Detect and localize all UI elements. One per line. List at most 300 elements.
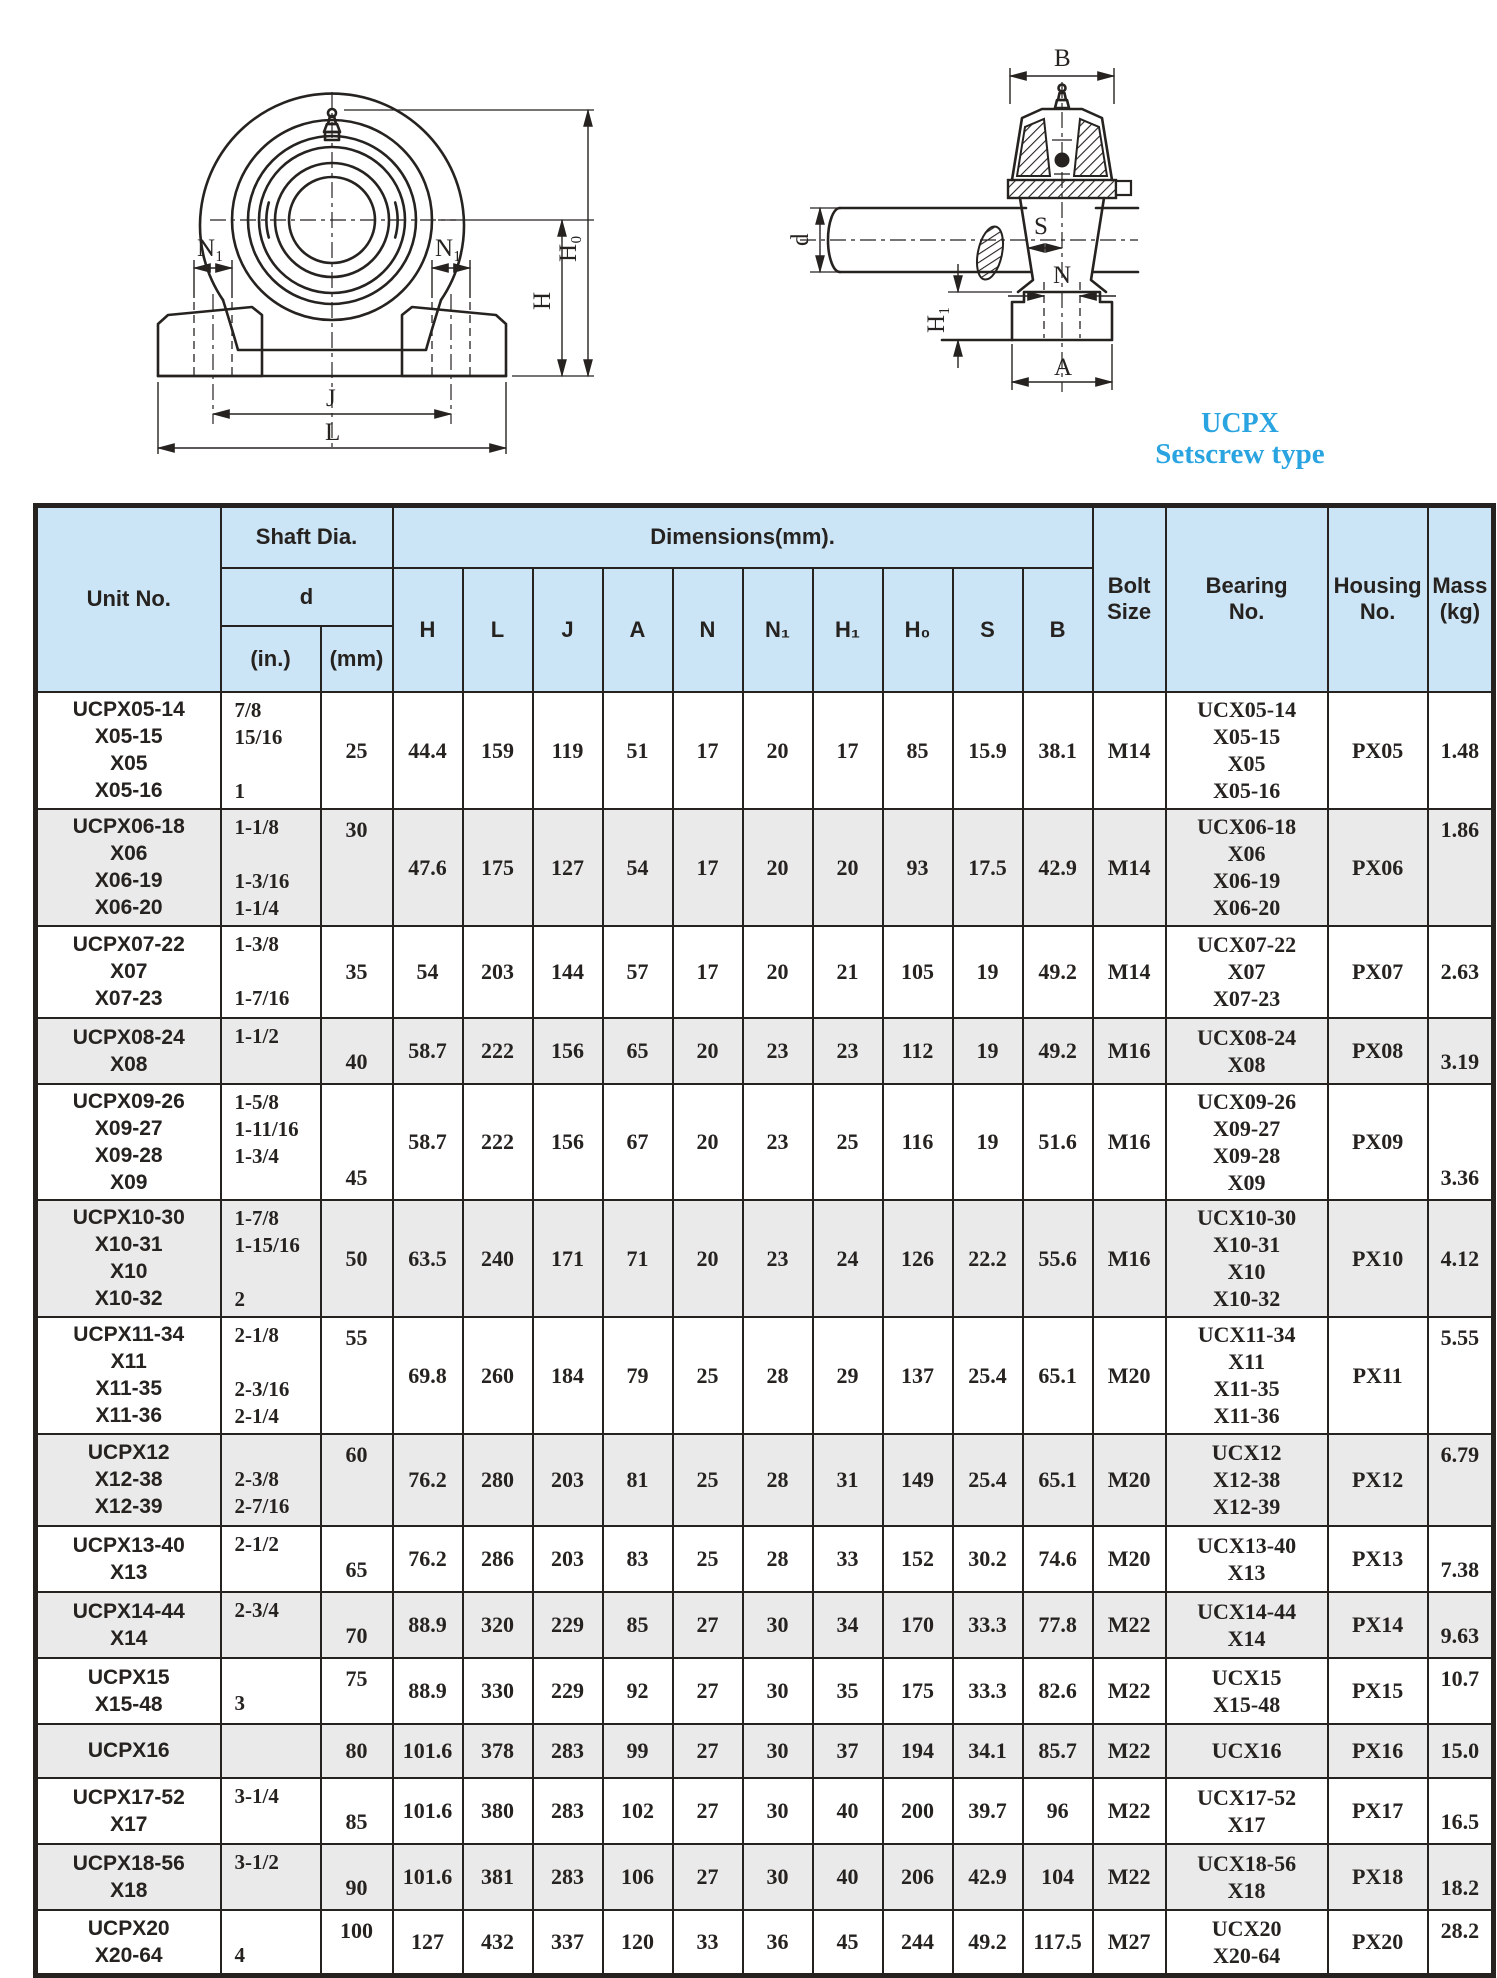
cell-unit-no: UCPX15 X15-48 <box>36 1658 221 1724</box>
cell-dim-8: 19 <box>953 1084 1023 1200</box>
cell-dim-8: 19 <box>953 926 1023 1018</box>
cell-dim-3: 102 <box>603 1778 673 1844</box>
cell-dim-1: 222 <box>463 1018 533 1084</box>
cell-shaft-dia-mm: 45 <box>321 1084 393 1200</box>
cell-dim-6: 20 <box>813 809 883 926</box>
cell-dim-1: 432 <box>463 1910 533 1976</box>
header-dim-j: J <box>533 568 603 692</box>
cell-dim-5: 28 <box>743 1434 813 1526</box>
cell-dim-9: 55.6 <box>1023 1200 1093 1317</box>
cell-dim-3: 51 <box>603 692 673 809</box>
cell-shaft-dia-mm: 25 <box>321 692 393 809</box>
cell-unit-no: UCPX05-14 X05-15 X05 X05-16 <box>36 692 221 809</box>
cell-dim-1: 378 <box>463 1724 533 1778</box>
cell-housing-no: PX17 <box>1328 1778 1428 1844</box>
cell-dim-1: 280 <box>463 1434 533 1526</box>
cell-dim-5: 30 <box>743 1724 813 1778</box>
cell-dim-3: 99 <box>603 1724 673 1778</box>
cell-dim-4: 20 <box>673 1018 743 1084</box>
cell-dim-4: 20 <box>673 1084 743 1200</box>
cell-unit-no: UCPX09-26 X09-27 X09-28 X09 <box>36 1084 221 1200</box>
cell-dim-6: 17 <box>813 692 883 809</box>
header-in: (in.) <box>221 626 321 692</box>
dim-h0 <box>344 110 594 376</box>
cell-bearing-no: UCX09-26 X09-27 X09-28 X09 <box>1166 1084 1328 1200</box>
cell-dim-8: 33.3 <box>953 1592 1023 1658</box>
cell-bearing-no: UCX18-56 X18 <box>1166 1844 1328 1910</box>
table-row <box>36 809 1494 926</box>
cell-dim-9: 77.8 <box>1023 1592 1093 1658</box>
cell-shaft-dia-in: 1-5/8 1-11/16 1-3/4 <box>221 1084 321 1200</box>
header-bearing-no: Bearing No. <box>1166 506 1328 692</box>
label-j: J <box>326 385 336 412</box>
cell-dim-9: 65.1 <box>1023 1317 1093 1434</box>
cell-housing-no: PX20 <box>1328 1910 1428 1976</box>
dim-j <box>213 385 451 414</box>
cell-dim-2: 229 <box>533 1592 603 1658</box>
cell-shaft-dia-mm: 60 <box>321 1434 393 1526</box>
cell-dim-6: 21 <box>813 926 883 1018</box>
header-dim-n: N <box>673 568 743 692</box>
cell-dim-2: 203 <box>533 1526 603 1592</box>
pedestal-base <box>942 198 1112 340</box>
table-row <box>36 1724 1494 1778</box>
cell-dim-0: 127 <box>393 1910 463 1976</box>
cell-dim-8: 49.2 <box>953 1910 1023 1976</box>
cell-housing-no: PX14 <box>1328 1592 1428 1658</box>
cell-dim-4: 27 <box>673 1724 743 1778</box>
header-dim-h: H <box>393 568 463 692</box>
cell-dim-6: 33 <box>813 1526 883 1592</box>
cell-dim-0: 76.2 <box>393 1434 463 1526</box>
cell-dim-7: 244 <box>883 1910 953 1976</box>
cell-dim-9: 51.6 <box>1023 1084 1093 1200</box>
cell-dim-6: 35 <box>813 1658 883 1724</box>
cell-dim-3: 120 <box>603 1910 673 1976</box>
table-row <box>36 1844 1494 1910</box>
cell-dim-6: 40 <box>813 1778 883 1844</box>
cell-unit-no: UCPX16 <box>36 1724 221 1778</box>
cell-shaft-dia-mm: 80 <box>321 1724 393 1778</box>
cell-dim-6: 34 <box>813 1592 883 1658</box>
cell-dim-2: 171 <box>533 1200 603 1317</box>
label-h: H <box>529 291 556 310</box>
cell-mass: 18.2 <box>1428 1844 1494 1910</box>
cell-mass: 6.79 <box>1428 1434 1494 1526</box>
dimension-spec-table <box>33 503 1496 1978</box>
cell-mass: 4.12 <box>1428 1200 1494 1317</box>
cell-dim-0: 101.6 <box>393 1724 463 1778</box>
cell-dim-1: 381 <box>463 1844 533 1910</box>
cell-dim-7: 93 <box>883 809 953 926</box>
cell-dim-2: 184 <box>533 1317 603 1434</box>
cell-dim-0: 63.5 <box>393 1200 463 1317</box>
cell-dim-2: 144 <box>533 926 603 1018</box>
cell-dim-4: 25 <box>673 1434 743 1526</box>
cell-dim-7: 152 <box>883 1526 953 1592</box>
cell-bolt-size: M22 <box>1093 1658 1166 1724</box>
dim-n1-right <box>432 235 470 298</box>
cell-housing-no: PX12 <box>1328 1434 1428 1526</box>
cell-dim-7: 137 <box>883 1317 953 1434</box>
cell-dim-4: 17 <box>673 692 743 809</box>
label-l: L <box>325 419 341 446</box>
cell-bearing-no: UCX11-34 X11 X11-35 X11-36 <box>1166 1317 1328 1434</box>
table-row <box>36 1526 1494 1592</box>
cell-dim-2: 337 <box>533 1910 603 1976</box>
cell-dim-4: 27 <box>673 1658 743 1724</box>
cell-bolt-size: M20 <box>1093 1317 1166 1434</box>
cell-mass: 7.38 <box>1428 1526 1494 1592</box>
cell-unit-no: UCPX18-56 X18 <box>36 1844 221 1910</box>
cell-dim-4: 27 <box>673 1592 743 1658</box>
cell-mass: 10.7 <box>1428 1658 1494 1724</box>
cell-dim-9: 49.2 <box>1023 926 1093 1018</box>
cell-housing-no: PX18 <box>1328 1844 1428 1910</box>
cell-shaft-dia-mm: 70 <box>321 1592 393 1658</box>
cell-dim-4: 25 <box>673 1526 743 1592</box>
cell-unit-no: UCPX08-24 X08 <box>36 1018 221 1084</box>
cell-dim-8: 17.5 <box>953 809 1023 926</box>
cell-shaft-dia-in: 1-7/8 1-15/16 2 <box>221 1200 321 1317</box>
header-dim-n: N₁ <box>743 568 813 692</box>
cell-dim-3: 81 <box>603 1434 673 1526</box>
cell-shaft-dia-in: 1-1/2 <box>221 1018 321 1084</box>
cell-dim-0: 58.7 <box>393 1084 463 1200</box>
cell-bearing-no: UCX17-52 X17 <box>1166 1778 1328 1844</box>
cell-housing-no: PX06 <box>1328 809 1428 926</box>
cell-shaft-dia-in: 3-1/2 <box>221 1844 321 1910</box>
cell-dim-1: 260 <box>463 1317 533 1434</box>
cell-dim-2: 283 <box>533 1724 603 1778</box>
cell-dim-8: 15.9 <box>953 692 1023 809</box>
table-row <box>36 1910 1494 1976</box>
cell-bolt-size: M14 <box>1093 692 1166 809</box>
cell-dim-8: 25.4 <box>953 1317 1023 1434</box>
cell-dim-5: 30 <box>743 1658 813 1724</box>
cell-dim-1: 330 <box>463 1658 533 1724</box>
cell-dim-3: 65 <box>603 1018 673 1084</box>
cell-dim-9: 49.2 <box>1023 1018 1093 1084</box>
cell-dim-0: 69.8 <box>393 1317 463 1434</box>
cell-dim-7: 126 <box>883 1200 953 1317</box>
cell-bolt-size: M16 <box>1093 1200 1166 1317</box>
label-b: B <box>1054 45 1071 72</box>
cell-dim-6: 25 <box>813 1084 883 1200</box>
series-title: UCPX <box>1201 408 1279 439</box>
cell-mass: 1.48 <box>1428 692 1494 809</box>
cell-dim-0: 44.4 <box>393 692 463 809</box>
cell-dim-0: 88.9 <box>393 1658 463 1724</box>
cell-dim-3: 79 <box>603 1317 673 1434</box>
cell-dim-9: 96 <box>1023 1778 1093 1844</box>
cell-bearing-no: UCX13-40 X13 <box>1166 1526 1328 1592</box>
cell-dim-9: 74.6 <box>1023 1526 1093 1592</box>
cell-dim-1: 380 <box>463 1778 533 1844</box>
cell-dim-0: 54 <box>393 926 463 1018</box>
cell-housing-no: PX11 <box>1328 1317 1428 1434</box>
cell-housing-no: PX07 <box>1328 926 1428 1018</box>
cell-dim-3: 92 <box>603 1658 673 1724</box>
cell-dim-5: 23 <box>743 1018 813 1084</box>
header-dim-b: B <box>1023 568 1093 692</box>
header-d: d <box>221 568 393 626</box>
cell-housing-no: PX08 <box>1328 1018 1428 1084</box>
header-mm: (mm) <box>321 626 393 692</box>
cell-dim-9: 85.7 <box>1023 1724 1093 1778</box>
cell-mass: 1.86 <box>1428 809 1494 926</box>
label-n: N <box>1053 262 1072 289</box>
cell-bearing-no: UCX08-24 X08 <box>1166 1018 1328 1084</box>
cell-bearing-no: UCX16 <box>1166 1724 1328 1778</box>
cell-housing-no: PX05 <box>1328 692 1428 809</box>
cell-dim-5: 20 <box>743 926 813 1018</box>
cell-dim-3: 83 <box>603 1526 673 1592</box>
cell-mass: 15.0 <box>1428 1724 1494 1778</box>
bearing-housing-section <box>1008 109 1131 198</box>
cell-dim-2: 283 <box>533 1778 603 1844</box>
cell-dim-2: 283 <box>533 1844 603 1910</box>
cell-dim-2: 119 <box>533 692 603 809</box>
header-housing-no: Housing No. <box>1328 506 1428 692</box>
cell-dim-7: 175 <box>883 1658 953 1724</box>
cell-dim-2: 203 <box>533 1434 603 1526</box>
cell-shaft-dia-in: 2-1/8 2-3/16 2-1/4 <box>221 1317 321 1434</box>
cell-dim-8: 30.2 <box>953 1526 1023 1592</box>
cell-dim-7: 200 <box>883 1778 953 1844</box>
label-n1-left: N₁ <box>197 235 224 262</box>
dim-s <box>1028 213 1062 248</box>
cell-bearing-no: UCX10-30 X10-31 X10 X10-32 <box>1166 1200 1328 1317</box>
cell-dim-5: 28 <box>743 1317 813 1434</box>
cell-shaft-dia-mm: 55 <box>321 1317 393 1434</box>
cell-bolt-size: M22 <box>1093 1844 1166 1910</box>
cell-housing-no: PX13 <box>1328 1526 1428 1592</box>
cell-dim-4: 33 <box>673 1910 743 1976</box>
cell-dim-0: 88.9 <box>393 1592 463 1658</box>
cell-dim-1: 222 <box>463 1084 533 1200</box>
cell-dim-3: 106 <box>603 1844 673 1910</box>
cell-dim-1: 320 <box>463 1592 533 1658</box>
cell-shaft-dia-mm: 65 <box>321 1526 393 1592</box>
cell-dim-4: 25 <box>673 1317 743 1434</box>
cell-dim-6: 37 <box>813 1724 883 1778</box>
cell-housing-no: PX10 <box>1328 1200 1428 1317</box>
cell-shaft-dia-in: 4 <box>221 1910 321 1976</box>
cell-dim-3: 57 <box>603 926 673 1018</box>
cell-dim-8: 33.3 <box>953 1658 1023 1724</box>
cell-shaft-dia-mm: 35 <box>321 926 393 1018</box>
label-d: d <box>787 233 814 246</box>
pillow-block-front-view-drawing <box>138 52 652 470</box>
cell-unit-no: UCPX10-30 X10-31 X10 X10-32 <box>36 1200 221 1317</box>
cell-dim-4: 27 <box>673 1778 743 1844</box>
cell-housing-no: PX16 <box>1328 1724 1428 1778</box>
cell-shaft-dia-in <box>221 1724 321 1778</box>
cell-dim-6: 29 <box>813 1317 883 1434</box>
cell-dim-7: 116 <box>883 1084 953 1200</box>
cell-dim-7: 206 <box>883 1844 953 1910</box>
table-row <box>36 1200 1494 1317</box>
cell-mass: 3.19 <box>1428 1018 1494 1084</box>
cell-shaft-dia-in: 2-1/2 <box>221 1526 321 1592</box>
header-mass: Mass (kg) <box>1428 506 1494 692</box>
label-s: S <box>1034 213 1048 240</box>
table-row <box>36 1018 1494 1084</box>
cell-dim-6: 31 <box>813 1434 883 1526</box>
cell-bolt-size: M14 <box>1093 809 1166 926</box>
cell-dim-3: 71 <box>603 1200 673 1317</box>
cell-shaft-dia-in: 3-1/4 <box>221 1778 321 1844</box>
cell-bearing-no: UCX15 X15-48 <box>1166 1658 1328 1724</box>
cell-dim-6: 24 <box>813 1200 883 1317</box>
cell-unit-no: UCPX06-18 X06 X06-19 X06-20 <box>36 809 221 926</box>
cell-unit-no: UCPX07-22 X07 X07-23 <box>36 926 221 1018</box>
dim-h1 <box>923 264 1012 368</box>
series-branding <box>1095 408 1385 470</box>
label-h1: H₁ <box>923 306 950 333</box>
cell-dim-5: 30 <box>743 1778 813 1844</box>
header-dim-a: A <box>603 568 673 692</box>
cell-housing-no: PX15 <box>1328 1658 1428 1724</box>
cell-unit-no: UCPX12 X12-38 X12-39 <box>36 1434 221 1526</box>
cell-unit-no: UCPX17-52 X17 <box>36 1778 221 1844</box>
header-dimensions: Dimensions(mm). <box>393 506 1093 568</box>
cell-dim-7: 85 <box>883 692 953 809</box>
header-dim-h: H₀ <box>883 568 953 692</box>
cell-dim-8: 39.7 <box>953 1778 1023 1844</box>
cell-dim-5: 28 <box>743 1526 813 1592</box>
cell-dim-4: 27 <box>673 1844 743 1910</box>
cell-shaft-dia-mm: 30 <box>321 809 393 926</box>
cell-dim-9: 104 <box>1023 1844 1093 1910</box>
cell-dim-1: 159 <box>463 692 533 809</box>
cell-dim-0: 101.6 <box>393 1778 463 1844</box>
cell-dim-9: 117.5 <box>1023 1910 1093 1976</box>
label-a: A <box>1054 354 1073 381</box>
table-row <box>36 1778 1494 1844</box>
cell-mass: 3.36 <box>1428 1084 1494 1200</box>
table-row <box>36 692 1494 809</box>
cell-unit-no: UCPX11-34 X11 X11-35 X11-36 <box>36 1317 221 1434</box>
cell-bearing-no: UCX07-22 X07 X07-23 <box>1166 926 1328 1018</box>
cell-dim-0: 47.6 <box>393 809 463 926</box>
cell-shaft-dia-in: 2-3/4 <box>221 1592 321 1658</box>
cell-dim-7: 112 <box>883 1018 953 1084</box>
cell-dim-0: 58.7 <box>393 1018 463 1084</box>
cell-dim-5: 23 <box>743 1084 813 1200</box>
label-h0: H₀ <box>555 235 582 262</box>
cell-dim-0: 101.6 <box>393 1844 463 1910</box>
cell-dim-4: 20 <box>673 1200 743 1317</box>
cell-dim-2: 156 <box>533 1084 603 1200</box>
cell-dim-9: 42.9 <box>1023 809 1093 926</box>
cell-shaft-dia-in: 1-1/8 1-3/16 1-1/4 <box>221 809 321 926</box>
cell-mass: 16.5 <box>1428 1778 1494 1844</box>
cell-dim-5: 36 <box>743 1910 813 1976</box>
cell-bolt-size: M14 <box>1093 926 1166 1018</box>
cell-mass: 9.63 <box>1428 1592 1494 1658</box>
cell-housing-no: PX09 <box>1328 1084 1428 1200</box>
header-bolt-size: Bolt Size <box>1093 506 1166 692</box>
cell-dim-0: 76.2 <box>393 1526 463 1592</box>
cell-bolt-size: M27 <box>1093 1910 1166 1976</box>
header-dim-s: S <box>953 568 1023 692</box>
cell-dim-3: 85 <box>603 1592 673 1658</box>
cell-dim-4: 17 <box>673 809 743 926</box>
table-row <box>36 926 1494 1018</box>
cell-dim-1: 175 <box>463 809 533 926</box>
cell-dim-9: 65.1 <box>1023 1434 1093 1526</box>
cell-dim-3: 67 <box>603 1084 673 1200</box>
cell-shaft-dia-in: 7/8 15/16 1 <box>221 692 321 809</box>
cell-bearing-no: UCX12 X12-38 X12-39 <box>1166 1434 1328 1526</box>
cell-dim-8: 19 <box>953 1018 1023 1084</box>
cell-shaft-dia-mm: 100 <box>321 1910 393 1976</box>
dim-n1-left <box>194 235 232 298</box>
table-row <box>36 1317 1494 1434</box>
cell-dim-1: 203 <box>463 926 533 1018</box>
cell-shaft-dia-mm: 75 <box>321 1658 393 1724</box>
cell-dim-8: 34.1 <box>953 1724 1023 1778</box>
table-row <box>36 1658 1494 1724</box>
header-dim-l: L <box>463 568 533 692</box>
header-dim-h: H₁ <box>813 568 883 692</box>
table-row <box>36 1434 1494 1526</box>
cell-dim-2: 229 <box>533 1658 603 1724</box>
cell-dim-2: 127 <box>533 809 603 926</box>
header-shaft-dia: Shaft Dia. <box>221 506 393 568</box>
cell-dim-8: 22.2 <box>953 1200 1023 1317</box>
cell-dim-2: 156 <box>533 1018 603 1084</box>
cell-mass: 28.2 <box>1428 1910 1494 1976</box>
cell-bolt-size: M22 <box>1093 1778 1166 1844</box>
cell-dim-5: 30 <box>743 1592 813 1658</box>
cell-dim-7: 105 <box>883 926 953 1018</box>
cell-unit-no: UCPX14-44 X14 <box>36 1592 221 1658</box>
cell-dim-6: 40 <box>813 1844 883 1910</box>
cell-dim-6: 45 <box>813 1910 883 1976</box>
cell-shaft-dia-in: 1-3/8 1-7/16 <box>221 926 321 1018</box>
cell-dim-9: 82.6 <box>1023 1658 1093 1724</box>
cell-bolt-size: M16 <box>1093 1018 1166 1084</box>
cell-bolt-size: M22 <box>1093 1592 1166 1658</box>
cell-bearing-no: UCX20 X20-64 <box>1166 1910 1328 1976</box>
series-subtitle: Setscrew type <box>1155 438 1325 470</box>
cell-dim-5: 23 <box>743 1200 813 1317</box>
cell-bolt-size: M16 <box>1093 1084 1166 1200</box>
cell-mass: 5.55 <box>1428 1317 1494 1434</box>
cell-dim-5: 20 <box>743 692 813 809</box>
cell-bolt-size: M22 <box>1093 1724 1166 1778</box>
cell-shaft-dia-mm: 50 <box>321 1200 393 1317</box>
cell-shaft-dia-mm: 85 <box>321 1778 393 1844</box>
cell-dim-3: 54 <box>603 809 673 926</box>
cell-dim-5: 30 <box>743 1844 813 1910</box>
cell-shaft-dia-in: 3 <box>221 1658 321 1724</box>
cell-bolt-size: M20 <box>1093 1434 1166 1526</box>
cell-dim-6: 23 <box>813 1018 883 1084</box>
table-row <box>36 1592 1494 1658</box>
header-unit-no: Unit No. <box>36 506 221 692</box>
cell-dim-7: 194 <box>883 1724 953 1778</box>
table-row <box>36 1084 1494 1200</box>
cell-mass: 2.63 <box>1428 926 1494 1018</box>
cell-dim-1: 286 <box>463 1526 533 1592</box>
cell-dim-1: 240 <box>463 1200 533 1317</box>
cell-dim-4: 17 <box>673 926 743 1018</box>
cell-shaft-dia-mm: 40 <box>321 1018 393 1084</box>
